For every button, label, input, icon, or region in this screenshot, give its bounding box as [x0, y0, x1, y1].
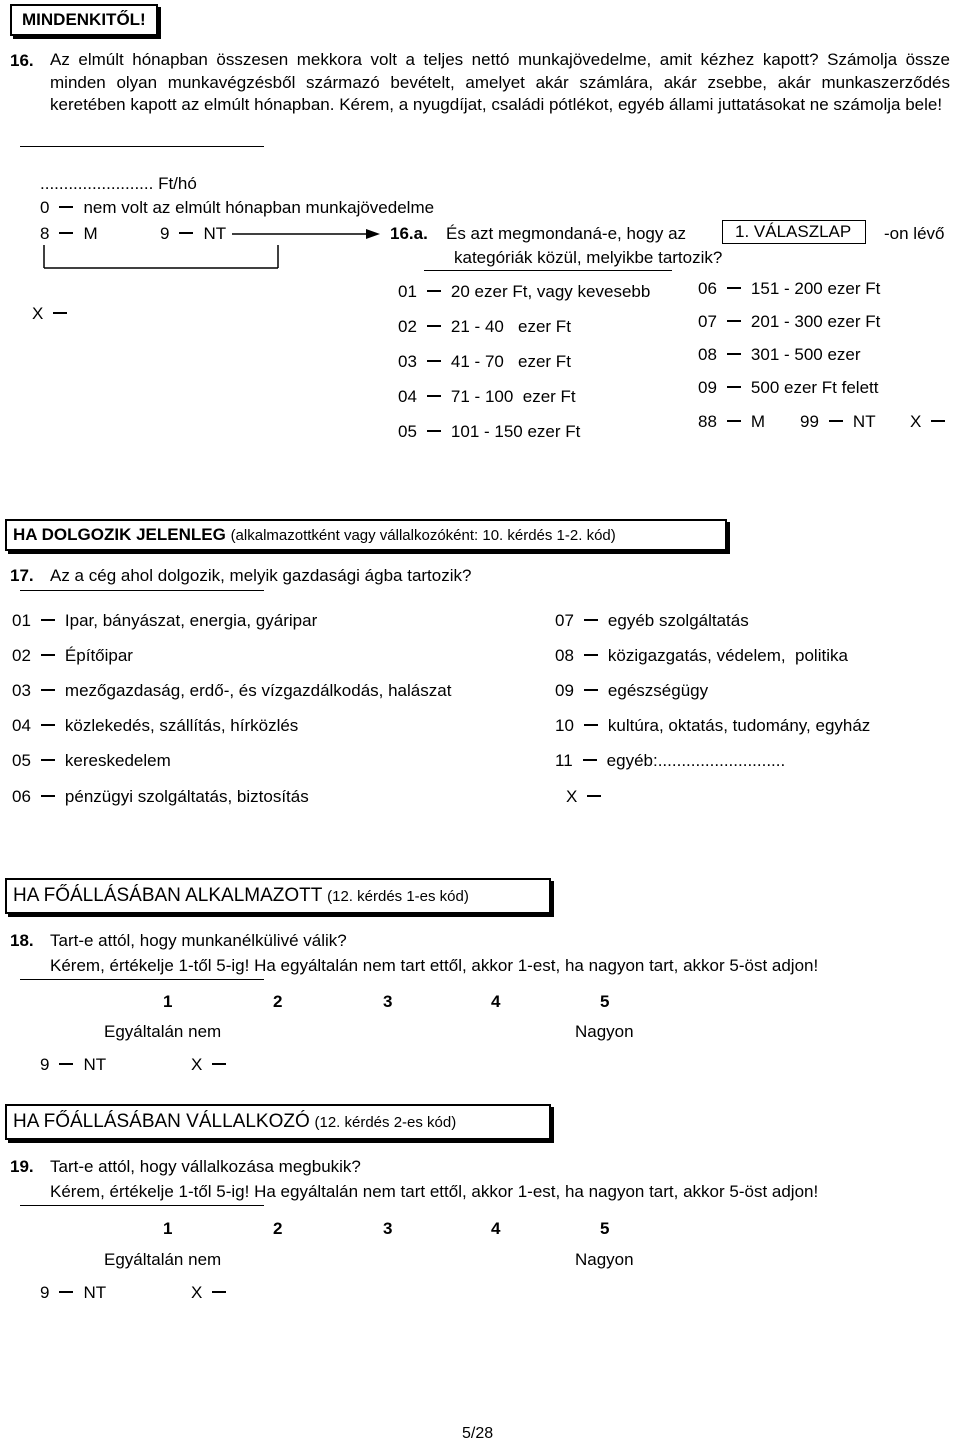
code-88-m[interactable]: 88 M: [698, 412, 766, 431]
question-number-18: 18.: [10, 931, 34, 950]
divider: [20, 1205, 264, 1206]
question-16-text: Az elmúlt hónapban összesen mekkora volt a teljes nettó munkajövedelme, amit kézhez kapott? Számolja össze minden olyan munkavégzésből származó bevételt, amelyet akár számlára, akár zsebbe, akár munkaszerződés keretében kapott az elmúlt hónapban. Kérem, a nyugdíjat, családi pótlékot, egyéb állami juttatásokat ne számolja bele!: [50, 50, 950, 114]
scale-high-anchor: Nagyon: [575, 1250, 634, 1269]
option-item[interactable]: 03 41 - 70 ezer Ft: [398, 352, 571, 371]
question-17-text: Az a cég ahol dolgozik, melyik gazdasági ágba tartozik?: [50, 566, 472, 585]
scale-point[interactable]: 1: [163, 992, 173, 1011]
code-x[interactable]: X: [910, 412, 955, 432]
option-item[interactable]: 08 301 - 500 ezer: [698, 345, 861, 364]
option-item[interactable]: 01 Ipar, bányászat, energia, gyáripar: [12, 611, 318, 630]
question-19-text: Tart-e attól, hogy vállalkozása megbukik?: [50, 1157, 361, 1176]
question-16a-text: És azt megmondaná-e, hogy az: [446, 224, 687, 243]
code-8-m[interactable]: 8 M: [40, 224, 98, 243]
scale-low-anchor: Egyáltalán nem: [104, 1250, 222, 1269]
option-item[interactable]: 07 201 - 300 ezer Ft: [698, 312, 881, 331]
section-header: MINDENKITŐL!: [10, 4, 158, 36]
option-item[interactable]: 09 egészségügy: [555, 681, 709, 700]
filter-box-entrepreneur: HA FŐÁLLÁSÁBAN VÁLLALKOZÓ (12. kérdés 2-es kód): [5, 1104, 551, 1140]
filter-box-employee: HA FŐÁLLÁSÁBAN ALKALMAZOTT (12. kérdés 1-es kód): [5, 878, 551, 914]
scale-point[interactable]: 2: [273, 1219, 283, 1238]
page-number: 5/28: [462, 1425, 494, 1442]
scale-point[interactable]: 3: [383, 992, 393, 1011]
code-99-nt[interactable]: 99 NT: [800, 412, 876, 431]
divider: [424, 270, 672, 271]
option-item[interactable]: 01 20 ezer Ft, vagy kevesebb: [398, 282, 651, 301]
scale-low-anchor: Egyáltalán nem: [104, 1022, 222, 1041]
filter-box-working: HA DOLGOZIK JELENLEG (alkalmazottként vagy vállalkozóként: 10. kérdés 1-2. kód): [5, 519, 727, 551]
code-x[interactable]: X: [191, 1055, 236, 1075]
option-item[interactable]: 09 500 ezer Ft felett: [698, 378, 879, 397]
code-x[interactable]: X: [566, 787, 611, 807]
code-9-nt[interactable]: 9 NT: [40, 1283, 107, 1302]
scale-point[interactable]: 5: [600, 992, 610, 1011]
question-16a-text-cont: -on lévő: [884, 224, 945, 243]
question-number-17: 17.: [10, 566, 34, 585]
option-item[interactable]: 06 151 - 200 ezer Ft: [698, 279, 881, 298]
code-x[interactable]: X: [191, 1283, 236, 1303]
question-number-16a: 16.a.: [390, 224, 428, 243]
option-item[interactable]: 10 kultúra, oktatás, tudomány, egyház: [555, 716, 871, 735]
option-item[interactable]: 04 közlekedés, szállítás, hírközlés: [12, 716, 299, 735]
option-item[interactable]: 05 kereskedelem: [12, 751, 171, 770]
option-item[interactable]: 08 közigazgatás, védelem, politika: [555, 646, 848, 665]
code-9-nt[interactable]: 9 NT: [40, 1055, 107, 1074]
response-card-ref: 1. VÁLASZLAP: [722, 220, 866, 244]
question-number-16: 16.: [10, 51, 34, 70]
scale-high-anchor: Nagyon: [575, 1022, 634, 1041]
option-item[interactable]: 05 101 - 150 ezer Ft: [398, 422, 581, 441]
scale-point[interactable]: 4: [491, 1219, 501, 1238]
code-9-nt[interactable]: 9 NT: [160, 224, 227, 243]
code-x[interactable]: X: [32, 304, 77, 324]
scale-point[interactable]: 4: [491, 992, 501, 1011]
option-item[interactable]: 06 pénzügyi szolgáltatás, biztosítás: [12, 787, 309, 806]
question-16a-text-line2: kategóriák közül, melyikbe tartozik?: [454, 248, 723, 267]
option-item[interactable]: 07 egyéb szolgáltatás: [555, 611, 749, 630]
scale-point[interactable]: 5: [600, 1219, 610, 1238]
option-item[interactable]: 04 71 - 100 ezer Ft: [398, 387, 576, 406]
option-item[interactable]: 02 21 - 40 ezer Ft: [398, 317, 571, 336]
option-item[interactable]: 02 Építőipar: [12, 646, 133, 665]
option-item[interactable]: 11 egyéb:...........................: [555, 751, 786, 770]
divider: [20, 590, 264, 591]
question-number-19: 19.: [10, 1157, 34, 1176]
scale-point[interactable]: 2: [273, 992, 283, 1011]
question-19-instruction: Kérem, értékelje 1-től 5-ig! Ha egyáltalán nem tart ettől, akkor 1-est, ha nagyon tart, akkor 5-öst adjon!: [50, 1182, 819, 1201]
amount-field[interactable]: ........................ Ft/hó: [40, 174, 197, 193]
code-0-no-income[interactable]: 0 nem volt az elmúlt hónapban munkajövedelme: [40, 198, 435, 217]
scale-point[interactable]: 1: [163, 1219, 173, 1238]
divider: [20, 979, 264, 980]
question-18-text: Tart-e attól, hogy munkanélkülivé válik?: [50, 931, 347, 950]
option-item[interactable]: 03 mezőgazdaság, erdő-, és vízgazdálkodás, halászat: [12, 681, 452, 700]
scale-point[interactable]: 3: [383, 1219, 393, 1238]
question-18-instruction: Kérem, értékelje 1-től 5-ig! Ha egyáltalán nem tart ettől, akkor 1-est, ha nagyon tart, akkor 5-öst adjon!: [50, 956, 819, 975]
